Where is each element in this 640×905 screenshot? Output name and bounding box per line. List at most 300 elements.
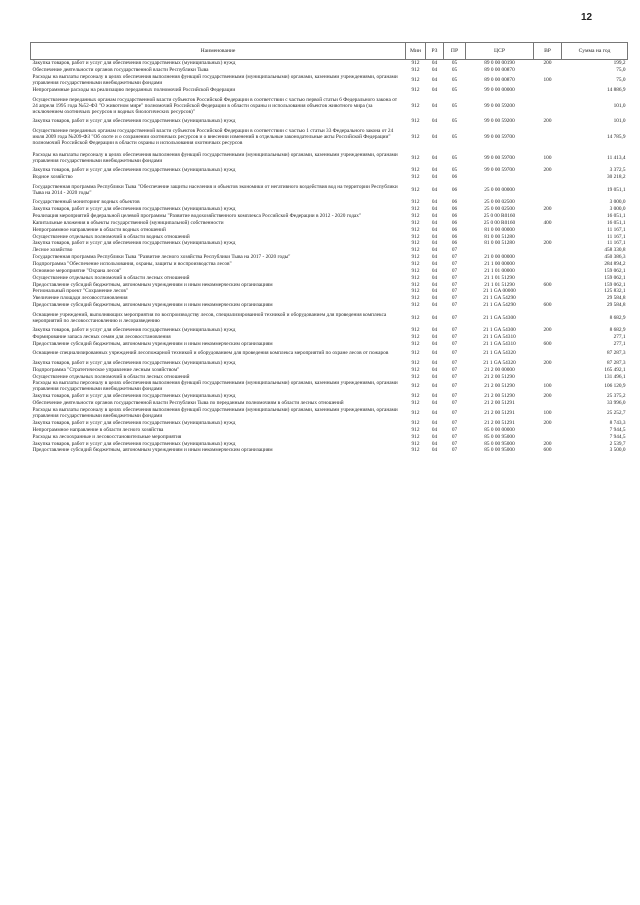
row-sum: 33 996,0 — [606, 400, 626, 407]
row-sum: 7 944,5 — [609, 426, 626, 433]
row-expense-type: 100 — [543, 154, 552, 161]
row-sum: 284 894,2 — [604, 261, 626, 267]
row-expense-type: 200 — [543, 60, 552, 67]
table-row — [31, 295, 628, 302]
table-row — [31, 67, 628, 74]
row-sum: 8 682,9 — [609, 314, 626, 321]
row-section: 04 — [431, 420, 438, 426]
row-expense-type — [534, 288, 562, 295]
row-name: Капитальные вложения в объекты государственной (муниципальной) собственности — [32, 219, 224, 226]
table-row — [31, 240, 628, 247]
row-subsection: 06 — [451, 186, 458, 193]
row-sum: 3 000,0 — [609, 206, 626, 213]
row-expense-type — [534, 373, 562, 380]
row-ministry: 912 — [411, 186, 420, 193]
header-name: Наименование — [31, 43, 406, 60]
row-name: Государственная программа Республики Тыва "Обеспечение защиты населения и объектов экономики от негативного воздействия вод на территории Республики Тыва на 2014 - 2020 годы" — [32, 183, 398, 196]
row-expense-type — [534, 181, 562, 199]
table-row — [31, 261, 628, 268]
row-name: Расходы на выплаты персоналу в целях обеспечения выполнения функций государственными (муниципальными) органами, казенными учреждениями, органами управления государственными внебюджетными фондами — [32, 407, 398, 420]
row-name: Оснащение специализированных учреждений лесопожарной техникой и оборудованием для проведения комплекса мероприятий по охране лесов от пожаров — [32, 350, 389, 357]
table-row — [31, 400, 628, 407]
row-expense-type: 400 — [543, 219, 552, 226]
table-row — [31, 309, 628, 327]
row-ministry: 912 — [411, 373, 420, 380]
row-target-article: 21 2 00 51291 — [484, 400, 515, 407]
row-sum: 87 287,3 — [606, 350, 626, 357]
row-ministry: 912 — [411, 288, 420, 295]
row-sum: 25 375,2 — [606, 393, 626, 400]
row-subsection: 06 — [451, 212, 458, 219]
row-ministry: 912 — [411, 267, 420, 274]
row-name: Непрограммные расходы на реализацию переданных полномочий Российской Федерации — [32, 87, 236, 94]
row-expense-type — [534, 247, 562, 254]
row-name: Осуществление отдельных полномочий в области водных отношений — [32, 233, 190, 240]
row-target-article: 25 0 00 R0160 — [483, 212, 516, 219]
row-name: Осуществление отдельных полномочий в области лесных отношений — [32, 274, 190, 281]
row-subsection: 07 — [451, 261, 458, 267]
row-expense-type: 200 — [543, 420, 552, 426]
row-expense-type — [534, 67, 562, 74]
row-name: Подпрограмма "Обеспечение использования, охраны, защиты и воспроизводства лесов" — [32, 261, 232, 267]
row-name: Региональный проект "Сохранение лесов" — [32, 288, 129, 295]
row-ministry: 912 — [411, 314, 420, 321]
table-row — [31, 219, 628, 226]
row-ministry: 912 — [411, 410, 420, 417]
row-subsection: 05 — [451, 118, 458, 125]
row-subsection: 05 — [451, 102, 458, 109]
row-sum: 3 372,5 — [609, 167, 626, 174]
row-name: Непрограммное направление в области лесного хозяйства — [32, 426, 164, 433]
row-ministry: 912 — [411, 133, 420, 140]
row-section: 04 — [431, 302, 438, 309]
row-subsection: 06 — [451, 206, 458, 213]
row-subsection: 06 — [451, 226, 458, 233]
row-expense-type — [534, 254, 562, 261]
row-name: Государственная программа Республики Тыва "Развитие лесного хозяйства Республики Тыва на 2017 - 2020 годы" — [32, 254, 291, 261]
row-target-article: 21 1 GA 54300 — [483, 314, 516, 321]
row-expense-type — [534, 125, 562, 149]
row-target-article: 85 0 00 95000 — [484, 433, 515, 440]
row-section: 04 — [431, 359, 438, 366]
row-name: Закупка товаров, работ и услуг для обеспечения государственных (муниципальных) нужд — [32, 359, 236, 366]
row-subsection: 07 — [451, 281, 458, 288]
row-ministry: 912 — [411, 420, 420, 426]
header-expense-type: ВР — [534, 43, 562, 60]
row-target-article: 21 1 GA 54300 — [483, 327, 516, 334]
row-target-article: 85 0 00 95000 — [484, 440, 515, 447]
row-sum: 75,0 — [616, 77, 626, 84]
table-row — [31, 74, 628, 87]
row-name: Подпрограмма "Стратегическое управление лесным хозяйством" — [32, 366, 180, 373]
row-section: 04 — [431, 433, 438, 440]
header-section: РЗ — [426, 43, 444, 60]
table-row — [31, 407, 628, 420]
row-sum: 8 682,9 — [609, 327, 626, 334]
row-ministry: 912 — [411, 77, 420, 84]
row-section: 04 — [431, 212, 438, 219]
row-target-article: 89 0 00 00870 — [484, 77, 515, 84]
row-ministry: 912 — [411, 393, 420, 400]
table-row — [31, 274, 628, 281]
row-subsection: 07 — [451, 410, 458, 417]
row-name: Расходы на выплаты персоналу в целях обеспечения выполнения функций государственными (муниципальными) органами, казенными учреждениями, органами управления государственными внебюджетными фондами — [32, 380, 398, 393]
row-section: 04 — [431, 167, 438, 174]
row-ministry: 912 — [411, 199, 420, 206]
header-target-article: ЦСР — [466, 43, 534, 60]
row-expense-type: 200 — [543, 240, 552, 247]
row-expense-type — [534, 267, 562, 274]
table-row — [31, 167, 628, 174]
row-target-article: 25 0 00 02500 — [484, 206, 515, 213]
row-sum: 11 167,1 — [607, 233, 626, 240]
row-name: Предоставление субсидий бюджетным, автономным учреждениям и иным некоммерческим организациям — [32, 340, 273, 347]
row-sum: 106 120,9 — [604, 383, 626, 390]
table-row — [31, 327, 628, 334]
table-row — [31, 149, 628, 167]
row-ministry: 912 — [411, 334, 420, 341]
row-ministry: 912 — [411, 254, 420, 261]
header-subsection: ПР — [444, 43, 466, 60]
row-name: Формирование запаса лесных семян для лесовосстановления — [32, 334, 171, 341]
row-subsection: 07 — [451, 254, 458, 261]
row-target-article: 21 2 00 51290 — [484, 373, 515, 380]
row-target-article: 85 0 00 00000 — [484, 426, 515, 433]
table-row — [31, 60, 628, 67]
table-row — [31, 426, 628, 433]
row-target-article: 21 1 GA 54320 — [483, 350, 516, 357]
row-sum: 131 496,1 — [604, 373, 626, 380]
row-target-article — [466, 247, 534, 254]
table-row — [31, 233, 628, 240]
row-ministry: 912 — [411, 154, 420, 161]
row-subsection: 06 — [451, 240, 458, 247]
row-section: 04 — [431, 281, 438, 288]
row-sum: 277,1 — [613, 340, 626, 347]
row-target-article: 85 0 00 95000 — [484, 447, 515, 454]
row-sum: 159 062,1 — [604, 281, 626, 288]
row-subsection: 05 — [451, 167, 458, 174]
row-subsection: 07 — [451, 340, 458, 347]
row-target-article: 21 2 00 00000 — [484, 366, 515, 373]
row-section: 04 — [431, 233, 438, 240]
row-subsection: 07 — [451, 314, 458, 321]
row-ministry: 912 — [411, 400, 420, 407]
row-section: 04 — [431, 60, 438, 67]
row-subsection: 05 — [451, 154, 458, 161]
row-subsection: 06 — [451, 199, 458, 206]
table-row — [31, 125, 628, 149]
row-section: 04 — [431, 274, 438, 281]
table-row — [31, 373, 628, 380]
table-row — [31, 433, 628, 440]
row-name: Предоставление субсидий бюджетным, автономным учреждениям и иным некоммерческим организациям — [32, 281, 273, 288]
row-sum: 11 167,1 — [607, 226, 626, 233]
row-section: 04 — [431, 261, 438, 267]
row-sum: 7 944,5 — [609, 433, 626, 440]
row-section: 04 — [431, 327, 438, 334]
row-ministry: 912 — [411, 327, 420, 334]
row-expense-type — [534, 433, 562, 440]
row-subsection: 07 — [451, 393, 458, 400]
row-expense-type — [534, 426, 562, 433]
row-target-article: 21 1 01 51290 — [484, 281, 515, 288]
row-expense-type: 200 — [543, 118, 552, 125]
row-target-article: 99 0 00 59200 — [484, 102, 515, 109]
row-sum: 165 492,1 — [604, 366, 626, 373]
row-ministry: 912 — [411, 440, 420, 447]
row-sum: 75,0 — [616, 67, 626, 74]
row-target-article: 21 1 GA 54310 — [483, 334, 516, 341]
table-row — [31, 347, 628, 359]
row-subsection: 07 — [451, 302, 458, 309]
table-row — [31, 226, 628, 233]
row-section: 04 — [431, 102, 438, 109]
row-name: Осуществление отдельных полномочий в области лесных отношений — [32, 373, 190, 380]
row-sum: 16 051,1 — [606, 212, 626, 219]
row-name: Закупка товаров, работ и услуг для обеспечения государственных (муниципальных) нужд — [32, 327, 236, 334]
row-name: Водное хозяйство — [32, 174, 73, 181]
row-section: 04 — [431, 67, 438, 74]
row-target-article: 21 1 GA 54320 — [483, 359, 516, 366]
row-section: 04 — [431, 393, 438, 400]
row-section: 04 — [431, 447, 438, 454]
row-subsection: 07 — [451, 327, 458, 334]
row-expense-type — [534, 199, 562, 206]
row-subsection: 07 — [451, 334, 458, 341]
row-sum: 16 051,1 — [606, 219, 626, 226]
row-ministry: 912 — [411, 102, 420, 109]
row-section: 04 — [431, 373, 438, 380]
row-section: 04 — [431, 219, 438, 226]
row-target-article: 89 0 00 00870 — [484, 67, 515, 74]
row-subsection: 05 — [451, 77, 458, 84]
row-name: Расходы на лесоохранные и лесовосстановительные мероприятия — [32, 433, 182, 440]
row-section: 04 — [431, 174, 438, 181]
row-target-article: 99 0 00 59200 — [484, 118, 515, 125]
row-target-article: 21 2 00 51290 — [484, 383, 515, 390]
row-target-article: 21 2 00 51291 — [484, 410, 515, 417]
row-expense-type: 600 — [543, 447, 552, 454]
row-subsection: 07 — [451, 426, 458, 433]
row-section: 04 — [431, 267, 438, 274]
row-name: Лесное хозяйство — [32, 247, 73, 254]
row-ministry: 912 — [411, 247, 420, 254]
row-subsection: 05 — [451, 60, 458, 67]
header-ministry: Мин — [406, 43, 426, 60]
row-section: 04 — [431, 366, 438, 373]
row-sum: 14 886,9 — [606, 87, 626, 94]
row-subsection: 07 — [451, 295, 458, 302]
table-row — [31, 447, 628, 454]
table-row — [31, 341, 628, 348]
row-target-article: 21 1 GA 54310 — [483, 340, 516, 347]
row-section: 04 — [431, 118, 438, 125]
row-sum: 2 539,7 — [609, 440, 626, 447]
row-ministry: 912 — [411, 240, 420, 247]
row-name: Закупка товаров, работ и услуг для обеспечения государственных (муниципальных) нужд — [32, 240, 236, 247]
row-expense-type — [534, 174, 562, 181]
table-row — [31, 247, 628, 254]
row-ministry: 912 — [411, 426, 420, 433]
row-expense-type — [534, 261, 562, 268]
row-section: 04 — [431, 226, 438, 233]
row-section: 04 — [431, 426, 438, 433]
row-ministry: 912 — [411, 447, 420, 454]
table-header-row — [31, 43, 628, 60]
table-row — [31, 118, 628, 125]
row-expense-type — [534, 233, 562, 240]
table-row — [31, 302, 628, 309]
table-row — [31, 181, 628, 199]
row-target-article: 21 1 GA 00000 — [483, 288, 516, 295]
table-row — [31, 380, 628, 393]
row-name: Непрограммное направление в области водных отношений — [32, 226, 166, 233]
row-section: 04 — [431, 133, 438, 140]
row-ministry: 912 — [411, 167, 420, 174]
row-name: Обеспечение деятельности органов государственной власти Республики Тыва по переданным полномочиям в области лесных отношений — [32, 400, 344, 407]
table-row — [31, 87, 628, 94]
row-sum: 458 330,8 — [604, 247, 626, 254]
row-sum: 450 386,3 — [604, 254, 626, 261]
row-expense-type — [534, 309, 562, 327]
row-sum: 101,0 — [613, 102, 626, 109]
row-name: Осуществление переданных органам государственной власти субъектов Российской Федерации в соответствии с частью первой статьи 6 Федерального закона от 24 апреля 1995 года №52-ФЗ "О животном мире" полномочий Российской Федерации в области охраны и использования объектов животного мира (за исключением охотничьих ресурсов и водных биологических ресурсов)" — [32, 96, 398, 115]
row-sum: 29 584,8 — [606, 295, 626, 302]
row-expense-type — [534, 274, 562, 281]
row-sum: 11 167,1 — [607, 240, 626, 247]
row-ministry: 912 — [411, 433, 420, 440]
row-ministry: 912 — [411, 295, 420, 302]
row-section: 04 — [431, 350, 438, 357]
row-expense-type: 600 — [543, 302, 552, 309]
row-name: Оснащение учреждений, выполняющих мероприятия по воспроизводству лесов, специализированной техникой и оборудованием для проведения комплекса мероприятий по лесовосстановлению и лесоразведению — [32, 311, 387, 324]
table-row — [31, 334, 628, 341]
row-sum: 125 832,1 — [604, 288, 626, 295]
row-ministry: 912 — [411, 226, 420, 233]
table-row — [31, 267, 628, 274]
row-target-article: 25 0 00 R0160 — [483, 219, 516, 226]
row-target-article: 81 0 00 51280 — [484, 233, 515, 240]
row-target-article: 21 1 GA 54290 — [483, 302, 516, 309]
row-name: Реализация мероприятий федеральной целевой программы "Развитие водохозяйственного комплекса Российской Федерации в 2012 - 2020 годах" — [32, 212, 362, 219]
row-name: Основное мероприятие "Охрана лесов" — [32, 267, 122, 274]
row-subsection: 07 — [451, 373, 458, 380]
row-expense-type — [534, 366, 562, 373]
row-section: 04 — [431, 247, 438, 254]
row-expense-type: 600 — [543, 340, 552, 347]
table-row — [31, 366, 628, 373]
row-target-article: 21 1 01 00000 — [484, 267, 515, 274]
table-row — [31, 359, 628, 366]
row-sum: 30 218,2 — [606, 174, 626, 181]
row-expense-type — [534, 226, 562, 233]
row-section: 04 — [431, 314, 438, 321]
row-section: 04 — [431, 206, 438, 213]
row-name: Расходы на выплаты персоналу в целях обеспечения выполнения функций государственными (муниципальными) органами, казенными учреждениями, органами управления государственными внебюджетными фондами — [32, 151, 398, 164]
row-name: Обеспечение деятельности органов государственной власти Республики Тыва — [32, 67, 209, 74]
row-subsection: 07 — [451, 247, 458, 254]
table-row — [31, 213, 628, 220]
row-expense-type: 100 — [543, 410, 552, 417]
row-target-article: 81 0 00 00000 — [484, 226, 515, 233]
row-subsection: 07 — [451, 420, 458, 426]
row-name: Закупка товаров, работ и услуг для обеспечения государственных (муниципальных) нужд — [32, 118, 236, 125]
table-row — [31, 94, 628, 118]
budget-table — [30, 42, 628, 454]
row-ministry: 912 — [411, 67, 420, 74]
row-name: Закупка товаров, работ и услуг для обеспечения государственных (муниципальных) нужд — [32, 440, 236, 447]
row-ministry: 912 — [411, 233, 420, 240]
row-subsection: 05 — [451, 67, 458, 74]
row-name: Закупка товаров, работ и услуг для обеспечения государственных (муниципальных) нужд — [32, 60, 236, 67]
row-target-article: 21 2 00 51290 — [484, 393, 515, 400]
row-name: Расходы на выплаты персоналу в целях обеспечения выполнения функций государственными (муниципальными) органами, казенными учреждениями, органами управления государственными внебюджетными фондами — [32, 74, 398, 87]
row-sum: 11 413,4 — [607, 154, 626, 161]
row-sum: 3 000,0 — [609, 199, 626, 206]
row-subsection: 07 — [451, 383, 458, 390]
row-ministry: 912 — [411, 219, 420, 226]
row-target-article: 21 1 01 51290 — [484, 274, 515, 281]
row-section: 04 — [431, 87, 438, 94]
row-section: 04 — [431, 186, 438, 193]
row-expense-type — [534, 400, 562, 407]
row-section: 04 — [431, 383, 438, 390]
row-name: Закупка товаров, работ и услуг для обеспечения государственных (муниципальных) нужд — [32, 420, 236, 426]
row-ministry: 912 — [411, 212, 420, 219]
row-sum: 199,2 — [613, 60, 626, 67]
row-subsection: 07 — [451, 400, 458, 407]
table-body — [31, 60, 628, 454]
row-expense-type: 200 — [543, 167, 552, 174]
row-expense-type: 200 — [543, 206, 552, 213]
row-expense-type: 100 — [543, 77, 552, 84]
row-subsection: 07 — [451, 359, 458, 366]
row-subsection: 07 — [451, 433, 458, 440]
row-subsection: 06 — [451, 174, 458, 181]
row-sum: 277,1 — [613, 334, 626, 341]
row-target-article: 99 0 00 00000 — [484, 87, 515, 94]
row-target-article: 21 0 00 00000 — [484, 254, 515, 261]
row-ministry: 912 — [411, 383, 420, 390]
row-ministry: 912 — [411, 302, 420, 309]
row-sum: 3 500,0 — [609, 447, 626, 454]
row-subsection: 07 — [451, 274, 458, 281]
row-sum: 87 287,3 — [606, 359, 626, 366]
row-name: Предоставление субсидий бюджетным, автономным учреждениям и иным некоммерческим организациям — [32, 447, 273, 454]
row-target-article: 25 0 00 00000 — [484, 186, 515, 193]
row-subsection: 07 — [451, 447, 458, 454]
row-expense-type: 200 — [543, 393, 552, 400]
row-name: Закупка товаров, работ и услуг для обеспечения государственных (муниципальных) нужд — [32, 206, 236, 213]
row-sum: 101,0 — [613, 118, 626, 125]
row-target-article: 89 0 00 00190 — [484, 60, 515, 67]
row-section: 04 — [431, 340, 438, 347]
row-ministry: 912 — [411, 118, 420, 125]
row-section: 04 — [431, 77, 438, 84]
table-row — [31, 174, 628, 181]
row-target-article: 21 1 GA 54290 — [483, 295, 516, 302]
row-name: Закупка товаров, работ и услуг для обеспечения государственных (муниципальных) нужд — [32, 167, 236, 174]
row-expense-type: 200 — [543, 359, 552, 366]
row-ministry: 912 — [411, 281, 420, 288]
table-row — [31, 254, 628, 261]
row-ministry: 912 — [411, 206, 420, 213]
row-ministry: 912 — [411, 350, 420, 357]
header-annual-sum: Сумма на год — [562, 43, 628, 60]
row-expense-type — [534, 347, 562, 359]
row-sum: 14 785,9 — [606, 133, 626, 140]
